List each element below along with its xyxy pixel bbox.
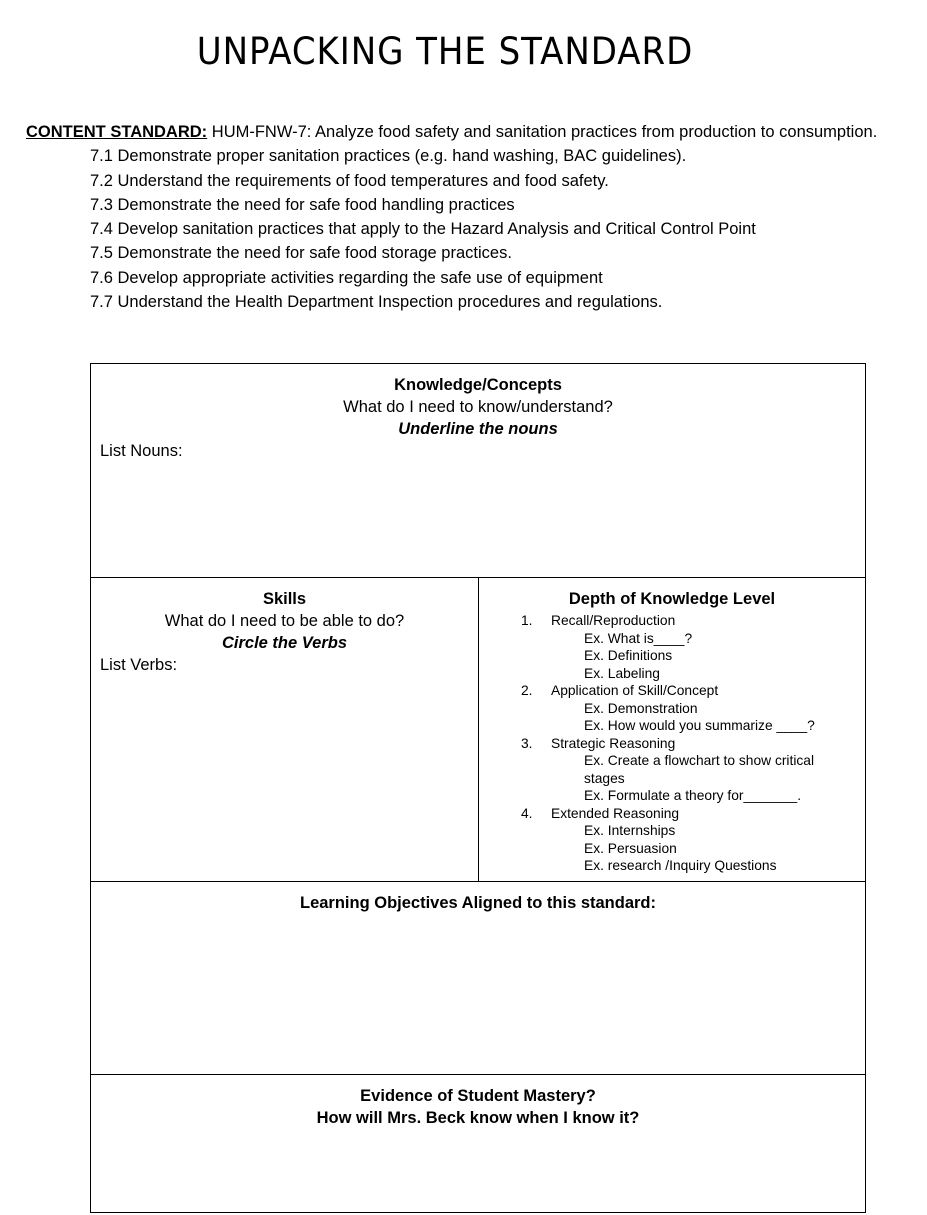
dok-example: stages [584,770,625,786]
standard-item-7-7: 7.7 Understand the Health Department Inspection procedures and regulations. [90,293,663,312]
dok-level-name: Extended Reasoning [551,805,680,821]
standard-item-7-5: 7.5 Demonstrate the need for safe food storage practices. [90,244,512,263]
evidence-subheading: How will Mrs. Beck know when I know it? [316,1109,640,1127]
dok-example: Ex. How would you summarize ____? [584,718,815,733]
dok-level [479,612,865,630]
knowledge-heading: Knowledge/Concepts [394,376,562,394]
knowledge-concepts-cell[interactable] [91,364,865,578]
skills-instruction: Circle the Verbs [221,634,348,652]
dok-number: 4. [521,805,533,821]
dok-example: Ex. Persuasion [584,840,677,856]
dok-level [479,682,865,700]
standard-item-7-2: 7.2 Understand the requirements of food temperatures and food safety. [90,171,609,190]
dok-number: 3. [521,735,533,751]
dok-number: 2. [521,683,533,698]
dok-example: Ex. What is____? [584,630,693,646]
dok-example: Ex. Internships [584,823,676,838]
dok-example: Ex. Demonstration [584,700,698,716]
dok-example: Ex. Create a flowchart to show critical [584,753,815,768]
worksheet-table [90,363,866,1213]
standard-item-7-1: 7.1 Demonstrate proper sanitation practices (e.g. hand washing, BAC guidelines). [90,147,687,166]
objectives-heading: Learning Objectives Aligned to this standard: [299,894,657,912]
knowledge-instruction: Underline the nouns [398,420,558,438]
standard-item-7-4: 7.4 Develop sanitation practices that apply to the Hazard Analysis and Critical Control Point [90,220,756,239]
skills-cell[interactable] [91,578,479,882]
depth-of-knowledge-cell [479,578,865,882]
dok-list [479,612,865,875]
standard-item-7-3: 7.3 Demonstrate the need for safe food handling practices [90,195,515,214]
skills-heading: Skills [262,590,307,608]
content-standard-intro [26,120,886,144]
evidence-of-mastery-cell[interactable] [91,1075,865,1215]
skills-question: What do I need to be able to do? [164,612,405,630]
list-nouns-label: List Nouns: [100,442,183,460]
list-verbs-label: List Verbs: [100,656,178,674]
dok-level-name: Recall/Reproduction [551,613,676,628]
content-standard-text: HUM-FNW-7: Analyze food safety and sanitation practices from production to consumption. [207,123,878,141]
dok-example: Ex. Labeling [584,665,660,681]
content-standard [26,120,886,314]
dok-level-name: Strategic Reasoning [551,735,676,751]
page-title: UNPACKING THE STANDARD [196,30,694,73]
content-standard-label: CONTENT STANDARD: [26,123,208,141]
dok-heading: Depth of Knowledge Level [568,590,776,608]
dok-example: Ex. research /Inquiry Questions [584,858,777,873]
dok-level [479,805,865,823]
knowledge-question: What do I need to know/understand? [343,398,613,416]
dok-example: Ex. Definitions [584,648,673,663]
learning-objectives-cell[interactable] [91,882,865,1075]
evidence-heading: Evidence of Student Mastery? [360,1087,596,1105]
dok-level [479,735,865,753]
dok-level-name: Application of Skill/Concept [551,683,719,698]
standard-item-7-6: 7.6 Develop appropriate activities regarding the safe use of equipment [90,268,603,287]
dok-number: 1. [521,613,533,628]
dok-example: Ex. Formulate a theory for_______. [584,788,802,803]
